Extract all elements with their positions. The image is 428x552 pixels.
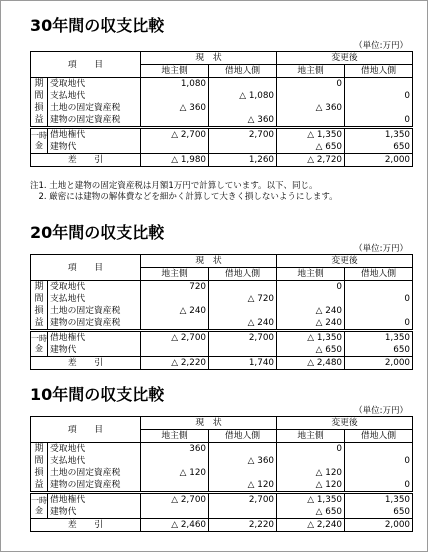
header-after: 変更後 — [277, 417, 413, 430]
subheader-landowner: 地主側 — [141, 65, 209, 78]
table-row-total — [31, 357, 413, 370]
cell: △ 1,350 — [277, 128, 345, 142]
cell — [277, 455, 345, 467]
cell: △ 650 — [277, 141, 345, 154]
cell — [345, 78, 413, 91]
table-row — [31, 506, 413, 519]
cell — [209, 344, 277, 357]
cell: 360 — [141, 443, 209, 456]
section-title: 20年間の収支比較 — [30, 223, 165, 242]
cell: △ 240 — [209, 317, 277, 331]
table-row — [31, 443, 413, 456]
row-label: 建物の固定資産税 — [48, 479, 141, 493]
cell: △ 120 — [141, 467, 209, 479]
cell — [141, 317, 209, 331]
comparison-table — [30, 416, 413, 532]
cell — [141, 479, 209, 493]
cell — [345, 102, 413, 114]
header-current: 現 状 — [141, 52, 277, 65]
cell: 650 — [345, 344, 413, 357]
period-label: 期間損益 — [31, 78, 48, 128]
row-label: 建物代 — [48, 344, 141, 357]
table-row — [31, 455, 413, 467]
cell: 2,700 — [209, 493, 277, 507]
table-row — [31, 78, 413, 91]
table-row — [31, 90, 413, 102]
period-label: 期間損益 — [31, 443, 48, 493]
row-label: 受取地代 — [48, 78, 141, 91]
cell: △ 2,700 — [141, 128, 209, 142]
cell: △ 360 — [277, 102, 345, 114]
cell: △ 2,720 — [277, 154, 345, 167]
row-label: 受取地代 — [48, 281, 141, 294]
section-20-years — [30, 224, 412, 370]
row-label: 建物代 — [48, 141, 141, 154]
header-current: 現 状 — [141, 255, 277, 268]
cell — [141, 344, 209, 357]
table-row — [31, 281, 413, 294]
period-label: 期間損益 — [31, 281, 48, 331]
comparison-table — [30, 254, 413, 370]
row-label: 借地権代 — [48, 493, 141, 507]
cell: △ 120 — [277, 479, 345, 493]
cell: △ 120 — [277, 467, 345, 479]
cell — [209, 102, 277, 114]
diff-label: 差 引 — [31, 357, 141, 370]
cell — [209, 78, 277, 91]
header-item: 項 目 — [31, 52, 141, 78]
cell: 0 — [345, 114, 413, 128]
cell: △ 360 — [209, 455, 277, 467]
table-row-total — [31, 519, 413, 532]
cell — [277, 114, 345, 128]
subheader-tenant: 借地人側 — [209, 430, 277, 443]
cell — [209, 305, 277, 317]
cell: △ 2,700 — [141, 331, 209, 345]
cell — [209, 281, 277, 294]
cell — [209, 467, 277, 479]
subheader-tenant: 借地人側 — [209, 65, 277, 78]
table-row — [31, 141, 413, 154]
row-label: 建物の固定資産税 — [48, 317, 141, 331]
table-row — [31, 493, 413, 507]
header-current: 現 状 — [141, 417, 277, 430]
cell: △ 2,240 — [277, 519, 345, 532]
row-label: 建物の固定資産税 — [48, 114, 141, 128]
lump-label: 一時金 — [31, 128, 48, 154]
cell: △ 1,980 — [141, 154, 209, 167]
section-10-years — [30, 386, 412, 532]
header-item: 項 目 — [31, 417, 141, 443]
cell: 2,220 — [209, 519, 277, 532]
cell: 0 — [277, 281, 345, 294]
subheader-landowner: 地主側 — [277, 268, 345, 281]
row-label: 支払地代 — [48, 455, 141, 467]
row-label: 建物代 — [48, 506, 141, 519]
section-title: 30年間の収支比較 — [30, 16, 165, 35]
subheader-landowner: 地主側 — [141, 268, 209, 281]
unit-label: （単位:万円） — [354, 41, 408, 51]
cell: 2,700 — [209, 128, 277, 142]
cell — [209, 506, 277, 519]
diff-label: 差 引 — [31, 154, 141, 167]
notes — [30, 181, 338, 203]
subheader-landowner: 地主側 — [141, 430, 209, 443]
cell: 0 — [345, 293, 413, 305]
unit-label: （単位:万円） — [354, 244, 408, 254]
cell: △ 720 — [209, 293, 277, 305]
cell: △ 360 — [209, 114, 277, 128]
cell: 650 — [345, 141, 413, 154]
table-row — [31, 317, 413, 331]
table-row — [31, 102, 413, 114]
note-line: 2. 厳密には建物の解体費などを細かく計算して大きく損しないようにします。 — [30, 192, 338, 202]
cell — [277, 90, 345, 102]
cell: △ 650 — [277, 344, 345, 357]
diff-label: 差 引 — [31, 519, 141, 532]
table-row — [31, 479, 413, 493]
cell — [345, 305, 413, 317]
header-item: 項 目 — [31, 255, 141, 281]
row-label: 借地権代 — [48, 331, 141, 345]
cell: △ 2,700 — [141, 493, 209, 507]
row-label: 土地の固定資産税 — [48, 102, 141, 114]
cell: 0 — [345, 455, 413, 467]
cell: △ 360 — [141, 102, 209, 114]
cell: 1,350 — [345, 331, 413, 345]
cell: 0 — [277, 78, 345, 91]
subheader-landowner: 地主側 — [277, 430, 345, 443]
lump-label: 一時金 — [31, 331, 48, 357]
table-row — [31, 344, 413, 357]
subheader-tenant: 借地人側 — [345, 268, 413, 281]
cell: 1,740 — [209, 357, 277, 370]
cell: 1,350 — [345, 493, 413, 507]
cell: △ 120 — [209, 479, 277, 493]
section-title: 10年間の収支比較 — [30, 385, 165, 404]
row-label: 土地の固定資産税 — [48, 305, 141, 317]
cell: △ 2,460 — [141, 519, 209, 532]
cell: 2,700 — [209, 331, 277, 345]
lump-label: 一時金 — [31, 493, 48, 519]
cell: 2,000 — [345, 154, 413, 167]
cell: 0 — [277, 443, 345, 456]
table-row — [31, 293, 413, 305]
cell — [209, 141, 277, 154]
cell: △ 1,080 — [209, 90, 277, 102]
section-30-years — [30, 17, 412, 167]
cell: 2,000 — [345, 519, 413, 532]
row-label: 土地の固定資産税 — [48, 467, 141, 479]
cell — [141, 90, 209, 102]
cell: △ 1,350 — [277, 493, 345, 507]
cell: 1,260 — [209, 154, 277, 167]
table-row — [31, 305, 413, 317]
row-label: 支払地代 — [48, 90, 141, 102]
cell: 2,000 — [345, 357, 413, 370]
cell — [141, 455, 209, 467]
cell: △ 240 — [277, 317, 345, 331]
row-label: 支払地代 — [48, 293, 141, 305]
cell — [209, 443, 277, 456]
cell: △ 2,480 — [277, 357, 345, 370]
subheader-landowner: 地主側 — [277, 65, 345, 78]
subheader-tenant: 借地人側 — [345, 65, 413, 78]
cell: 0 — [345, 90, 413, 102]
cell — [141, 293, 209, 305]
table-row-total — [31, 154, 413, 167]
table-row — [31, 467, 413, 479]
table-row — [31, 331, 413, 345]
cell: △ 1,350 — [277, 331, 345, 345]
subheader-tenant: 借地人側 — [345, 430, 413, 443]
header-after: 変更後 — [277, 52, 413, 65]
cell: △ 2,220 — [141, 357, 209, 370]
header-after: 変更後 — [277, 255, 413, 268]
cell — [277, 293, 345, 305]
cell: △ 650 — [277, 506, 345, 519]
cell: 720 — [141, 281, 209, 294]
cell — [141, 141, 209, 154]
cell: △ 240 — [141, 305, 209, 317]
table-row — [31, 114, 413, 128]
cell: 0 — [345, 479, 413, 493]
note-line: 注1. 土地と建物の固定資産税は月額1万円で計算しています。以下、同じ。 — [30, 181, 318, 191]
row-label: 受取地代 — [48, 443, 141, 456]
cell: 1,350 — [345, 128, 413, 142]
cell — [345, 443, 413, 456]
cell — [345, 467, 413, 479]
unit-label: （単位:万円） — [354, 406, 408, 416]
cell — [141, 114, 209, 128]
cell: 650 — [345, 506, 413, 519]
cell: △ 240 — [277, 305, 345, 317]
cell — [141, 506, 209, 519]
row-label: 借地権代 — [48, 128, 141, 142]
cell: 0 — [345, 317, 413, 331]
cell — [345, 281, 413, 294]
table-row — [31, 128, 413, 142]
comparison-table — [30, 51, 413, 167]
cell: 1,080 — [141, 78, 209, 91]
subheader-tenant: 借地人側 — [209, 268, 277, 281]
